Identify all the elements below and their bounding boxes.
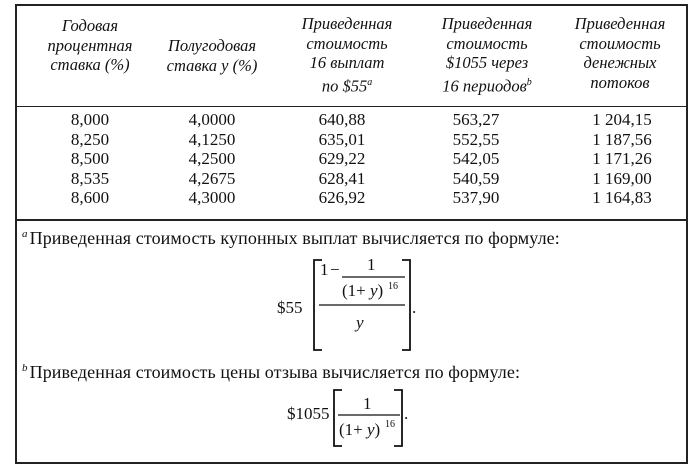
header-line: потоков <box>590 72 650 92</box>
footnote-a-mark: a <box>22 228 28 240</box>
formula-a-exp: 16 <box>388 281 398 292</box>
formula-b-exp: 16 <box>385 419 395 430</box>
table-cell: 8,000 <box>70 110 110 129</box>
formula-b-base: (1+ y) <box>339 420 381 439</box>
formula-b <box>287 390 408 446</box>
table-cell: 537,90 <box>452 188 500 208</box>
header-line: Приведенная <box>301 14 393 33</box>
table-cell: 4,1250 <box>188 129 236 149</box>
formula-a-period: . <box>412 298 417 317</box>
table-cell: 563,27 <box>452 110 500 129</box>
header-line: стоимость <box>306 33 388 53</box>
table-cell: 1 187,56 <box>592 129 652 149</box>
table-cell: 628,41 <box>318 168 366 188</box>
table-cell: 629,22 <box>318 149 366 169</box>
formula-a-minus: − <box>330 260 340 279</box>
formula-a <box>277 255 416 350</box>
table-cell: 4,2675 <box>188 168 236 188</box>
table-cell: 8,500 <box>70 149 110 169</box>
header-line: Приведенная <box>441 14 533 33</box>
table-cell: 1 164,83 <box>592 188 652 208</box>
header-line: ставка (%) <box>50 55 130 74</box>
header-line: 16 периодов$^b$ <box>442 76 532 95</box>
header-line: ставка y (%) <box>166 55 258 75</box>
table-cell: 8,600 <box>70 188 110 208</box>
footnote-a-text: Приведенная стоимость купонных выплат вычисляется по формуле: <box>29 228 560 248</box>
formula-a-denominator: y <box>356 313 364 332</box>
formula-a-one-left: 1 <box>320 260 329 279</box>
table-cell: 542,05 <box>452 149 500 169</box>
formula-a-multiplier: $55 <box>277 298 303 317</box>
table-frame <box>15 4 688 464</box>
header-line: $1055 через <box>445 53 529 72</box>
header-line: Приведенная <box>574 14 666 33</box>
header-line: по $55$^a$ <box>321 76 373 95</box>
table-cell: 626,92 <box>318 188 366 208</box>
table-cell: 4,0000 <box>188 110 236 129</box>
formulas <box>17 6 686 462</box>
table-cell: 640,88 <box>318 110 366 129</box>
header-line: стоимость <box>579 33 661 53</box>
table-cell: 4,3000 <box>188 188 236 208</box>
table-cell: 635,01 <box>318 129 366 149</box>
header-line: Полугодовая <box>167 36 257 55</box>
formula-a-base: (1+ y) <box>342 281 384 300</box>
formula-b-right-bracket <box>394 390 402 446</box>
header-line: 16 выплат <box>309 53 385 72</box>
table-cell: 1 171,26 <box>592 149 652 169</box>
footnote-b-mark: b <box>22 362 28 374</box>
table-cell: 552,55 <box>452 129 500 149</box>
table-cell: 8,250 <box>70 129 110 149</box>
header-line: Годовая <box>61 16 119 35</box>
header-line: стоимость <box>446 33 528 53</box>
table-cell: 540,59 <box>452 168 500 188</box>
header-line: процентная <box>47 35 133 55</box>
footnote-mark-b: b <box>526 76 532 88</box>
table-cell: 8,535 <box>70 168 110 188</box>
formula-b-multiplier: $1055 <box>287 404 330 423</box>
formula-b-period: . <box>404 404 409 423</box>
table-cell: 4,2500 <box>188 149 236 169</box>
formula-a-inner-one: 1 <box>367 255 376 274</box>
footnote-mark-a: a <box>367 76 373 88</box>
header-line: денежных <box>583 53 657 72</box>
footnote-b-text: Приведенная стоимость цены отзыва вычисляется по формуле: <box>29 362 521 382</box>
table-cell: 1 169,00 <box>592 168 652 188</box>
table-cell: 1 204,15 <box>592 110 652 129</box>
formula-b-one: 1 <box>363 394 372 413</box>
